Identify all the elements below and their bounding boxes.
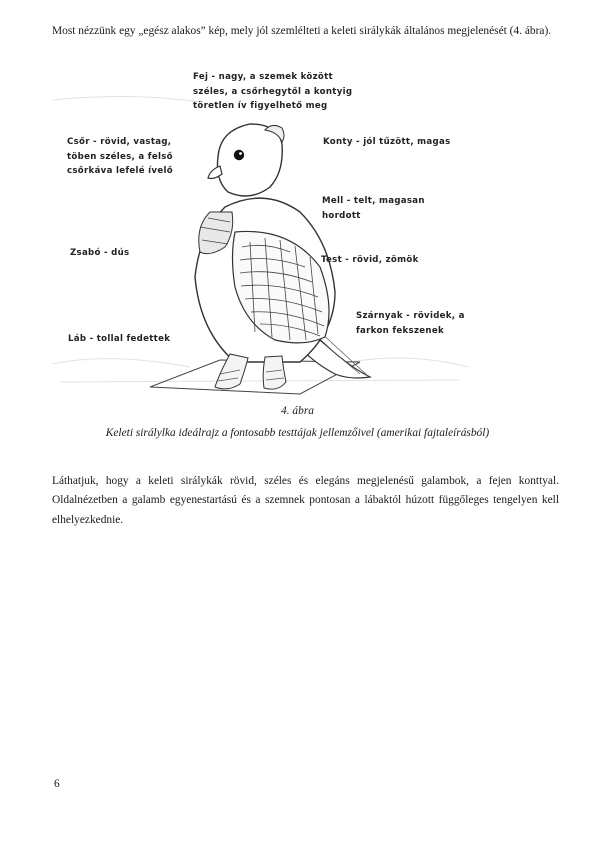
- label-frill: Zsabó - dús: [70, 248, 130, 258]
- pigeon-illustration: [50, 62, 470, 417]
- label-breast: Mell - telt, magasan hordott: [322, 196, 425, 221]
- figure-caption-number: 4. ábra: [281, 405, 314, 417]
- label-wings: Szárnyak - rövidek, a farkon fekszenek: [356, 311, 465, 336]
- body-paragraph: Láthatjuk, hogy a keleti sirálykák rövid, széles és elegáns megjelenésű galambok, a fejen konttyal. Oldalnézetben a galamb egyenestartású és a szemnek pontosan a lábaktól húzott függőleges tengelyen kell elhelyezkednie.: [52, 475, 559, 526]
- page-number: 6: [54, 778, 60, 790]
- label-body: Test - rövid, zömök: [321, 255, 419, 265]
- label-head: Fej - nagy, a szemek között széles, a csőrhegytől a kontyig töretlen ív figyelhető meg: [193, 72, 353, 112]
- label-legs: Láb - tollal fedettek: [68, 334, 171, 344]
- intro-paragraph: Most nézzünk egy „egész alakos” kép, mely jól szemlélteti a keleti sirálykák általános megjelenését (4. ábra).: [52, 25, 552, 37]
- figure-caption: Keleti sirálylka ideálrajz a fontosabb testtájak jellemzőivel (amerikai fajtaleírásból): [105, 427, 490, 439]
- label-crest: Konty - jól tűzött, magas: [323, 137, 451, 147]
- label-beak: Csőr - rövid, vastag, töben széles, a felső csőrkáva lefelé ívelő: [67, 137, 173, 177]
- pigeon-figure: [50, 62, 470, 417]
